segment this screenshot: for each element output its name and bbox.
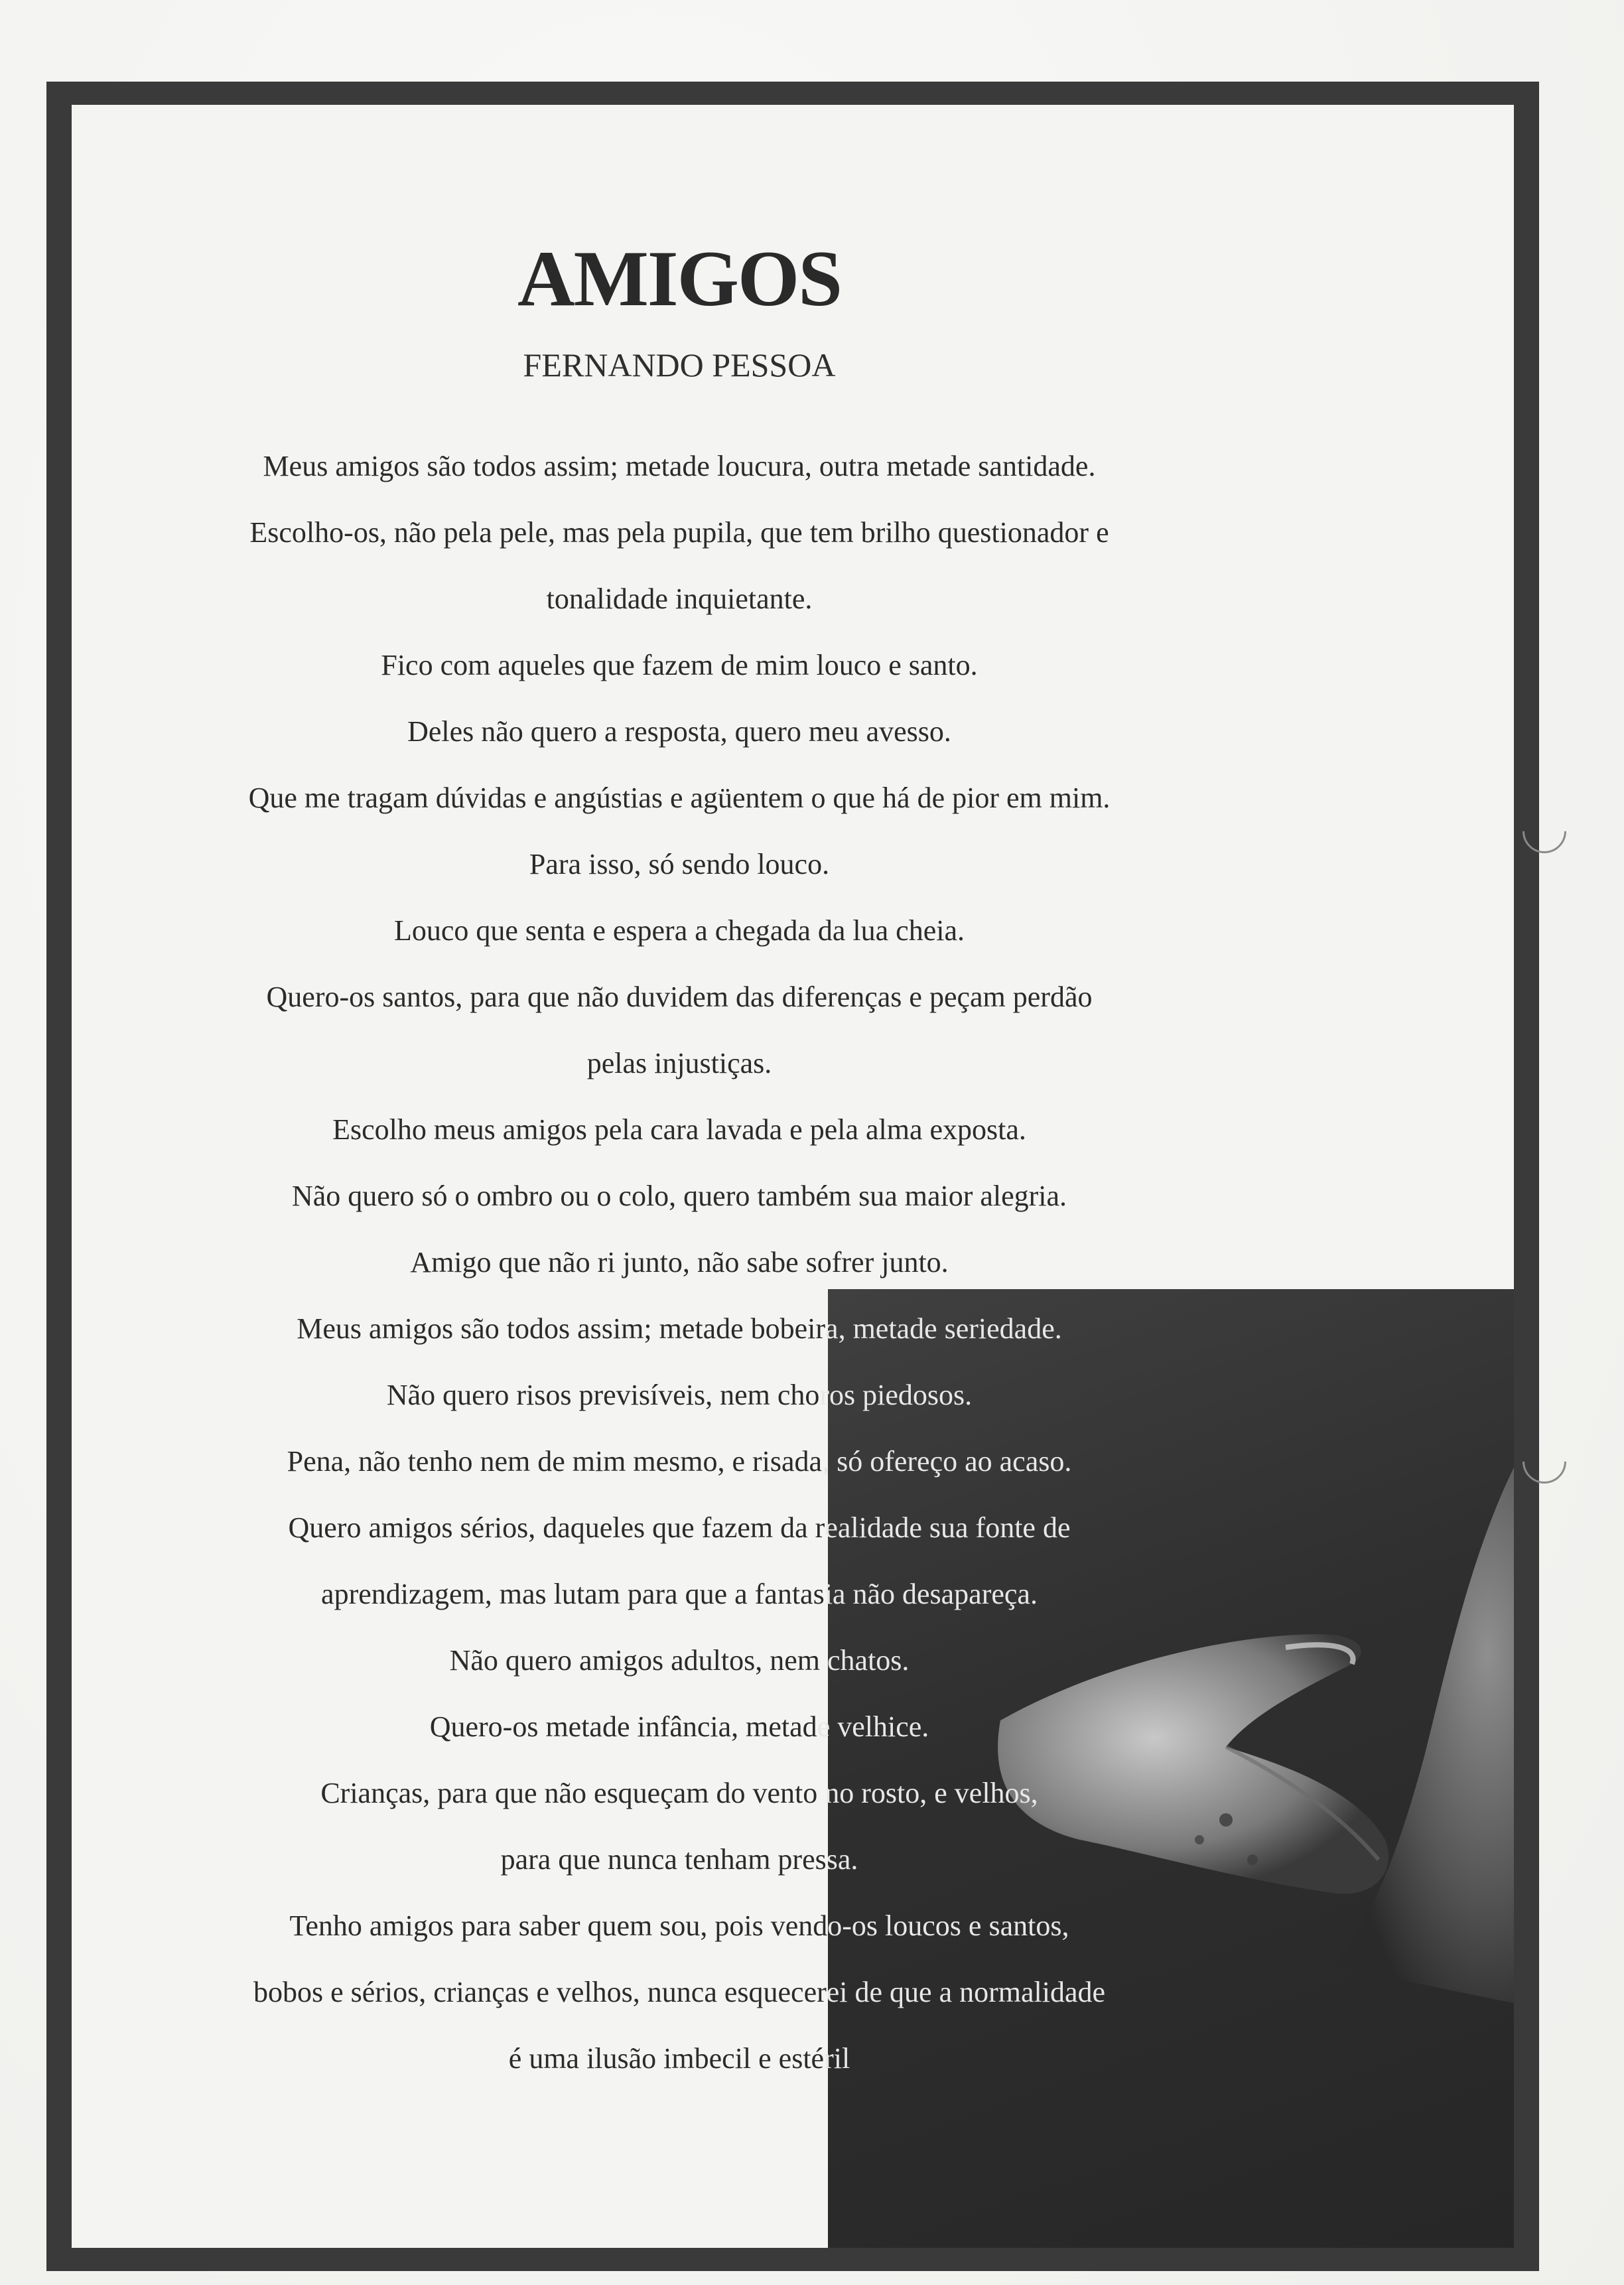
poem-line-segment-on-photo: e velhice. <box>817 1710 929 1743</box>
poem-line-split <box>0 1840 1491 1906</box>
poem-line-segment-on-photo: ia não desapareça. <box>824 1578 1038 1610</box>
poem-line: Escolho meus amigos pela cara lavada e pela alma exposta. <box>332 1113 1026 1146</box>
poem-line-segment-on-photo: sa. <box>826 1843 858 1876</box>
poem-line-segment-on-paper: Quero amigos sérios, daqueles que fazem da r <box>288 1511 825 1544</box>
poem-line: Fico com aqueles que fazem de mim louco e santo. <box>381 649 978 681</box>
poem-line-segment-on-paper: Meus amigos são todos assim; metade bobeir <box>297 1312 826 1345</box>
poem-title: AMIGOS <box>517 234 842 322</box>
poem-line-segment-on-photo: ril <box>824 2042 850 2075</box>
poem-line-segment-on-paper: é uma ilusão imbecil e esté <box>508 2042 825 2075</box>
poem-line-segment-on-photo: ealidade sua fonte de <box>825 1511 1071 1544</box>
poem-line-segment-on-paper: Crianças, para que não esqueçam do vento <box>320 1777 825 1809</box>
poem-line-segment-on-photo: no rosto, e velhos, <box>825 1777 1038 1809</box>
poem-line-segment-on-photo: , só ofereço ao acaso. <box>822 1445 1072 1478</box>
poem-line-segment-on-paper: Não quero risos previsíveis, nem cho <box>386 1379 820 1411</box>
poem-line-split <box>0 2039 1491 2105</box>
poem-line-segment-on-paper: bobos e sérios, crianças e velhos, nunca esquecer <box>253 1976 827 2008</box>
poem-line-segment-on-paper: aprendizagem, mas lutam para que a fantas <box>321 1578 825 1610</box>
poem-line-segment-on-photo: ei de que a normalidade <box>826 1976 1106 2008</box>
poem-line: tonalidade inquietante. <box>546 583 813 615</box>
poem-line-split <box>0 1442 1491 1508</box>
poem-line: Meus amigos são todos assim; metade loucura, outra metade santidade. <box>263 450 1096 482</box>
poem-line-segment-on-paper: Tenho amigos para saber quem sou, pois vend <box>289 1909 828 1942</box>
poem-line: Que me tragam dúvidas e angústias e agüentem o que há de pior em mim. <box>248 782 1111 814</box>
poem-line: pelas injustiças. <box>586 1047 772 1079</box>
poem-line: Deles não quero a resposta, quero meu avesso. <box>407 715 951 748</box>
poem-line-split <box>0 1973 1491 2039</box>
poem-line-split <box>0 1707 1491 1773</box>
poem-author: FERNANDO PESSOA <box>523 346 836 383</box>
poem-line-split <box>0 1309 1491 1375</box>
poem-line-split <box>0 1773 1491 1840</box>
poem-line: Para isso, só sendo louco. <box>529 848 830 880</box>
poem-line-segment-on-photo: ros piedosos. <box>819 1379 973 1411</box>
poem-line: Não quero só o ombro ou o colo, quero também sua maior alegria. <box>291 1180 1067 1212</box>
poem-line-segment-on-photo: o-os loucos e santos, <box>827 1909 1069 1942</box>
poem-line-split <box>0 1641 1491 1707</box>
poem-line-split <box>0 1906 1491 1973</box>
poem-line-segment-on-paper: Pena, não tenho nem de mim mesmo, e risada <box>287 1445 823 1478</box>
poem-line-segment-on-photo: a, metade seriedade. <box>825 1312 1062 1345</box>
poem-line: Quero-os santos, para que não duvidem das diferenças e peçam perdão <box>266 981 1093 1013</box>
poem-line: Louco que senta e espera a chegada da lua cheia. <box>394 914 965 947</box>
poem-line-split <box>0 1375 1491 1442</box>
poem-line-segment-on-paper: Quero-os metade infância, metad <box>429 1710 817 1743</box>
poem-line-segment-on-paper: para que nunca tenham pres <box>500 1843 827 1876</box>
poem-line-split <box>0 1574 1491 1641</box>
poem-body <box>0 447 1624 2105</box>
poem-line: Escolho-os, não pela pele, mas pela pupila, que tem brilho questionador e <box>249 516 1109 549</box>
poem-line-segment-on-paper: Não quero amigos adultos, nem <box>449 1644 828 1677</box>
poem-line-split <box>0 1508 1491 1574</box>
poem-line-segment-on-photo: chatos. <box>827 1644 910 1677</box>
poem-line: Amigo que não ri junto, não sabe sofrer junto. <box>410 1246 949 1279</box>
